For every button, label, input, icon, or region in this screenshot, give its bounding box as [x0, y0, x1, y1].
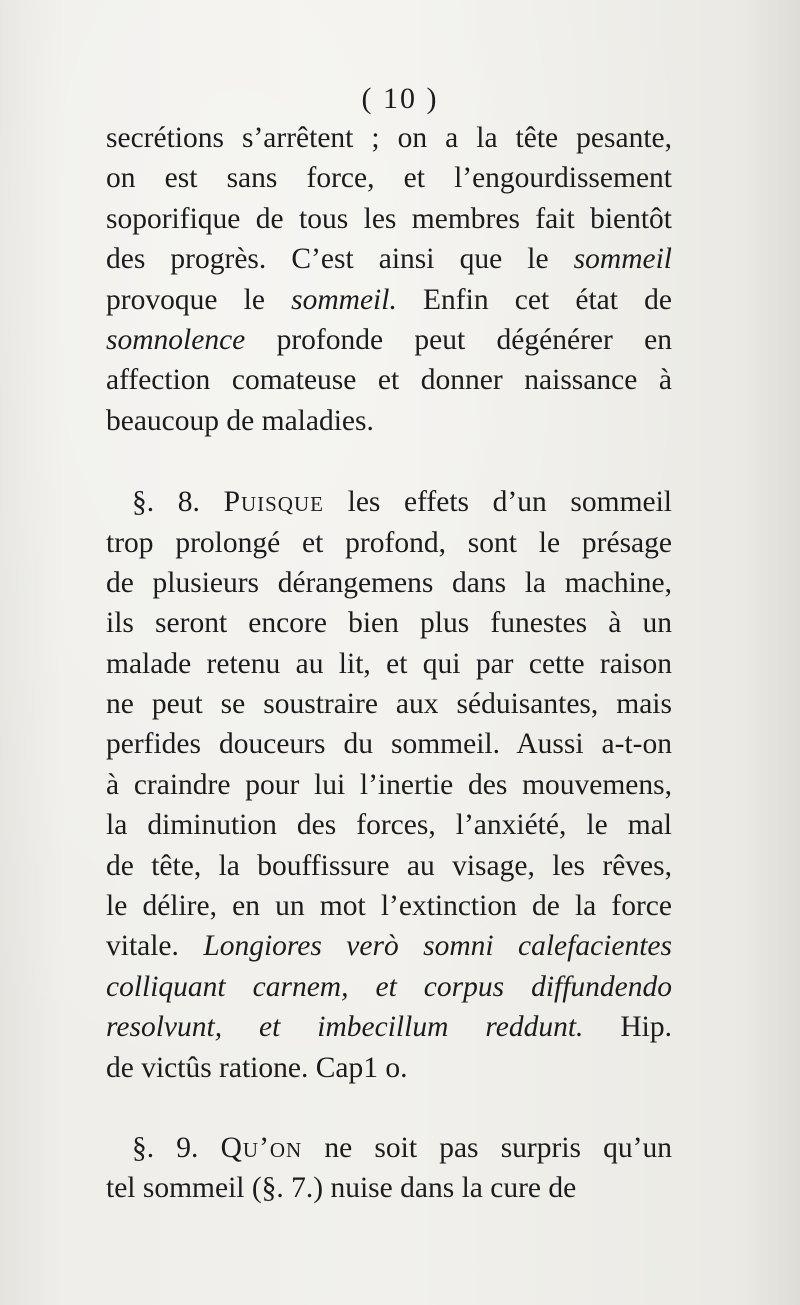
- text-run: ne soit pas surpris qu’un: [302, 1131, 672, 1164]
- text-run: des progrès. C’est ainsi que le: [106, 243, 574, 276]
- text-line: [106, 886, 672, 926]
- text-line: [106, 684, 672, 724]
- text-run: le délire, en un mot l’extinction de la force: [106, 890, 672, 923]
- text-run: ne peut se soustraire aux séduisantes, mais: [106, 688, 672, 721]
- italic-text: somnolence: [106, 323, 246, 356]
- text-run: provoque le: [106, 283, 292, 316]
- text-run: soporifique de tous les membres fait bientôt: [106, 202, 672, 235]
- text-run: de tête, la bouffissure au visage, les rêves,: [106, 849, 672, 882]
- text-run: beaucoup de maladies.: [106, 404, 374, 437]
- text-line: [106, 239, 672, 279]
- text-line: [106, 724, 672, 764]
- text-line: [106, 805, 672, 845]
- text-run: §. 9.: [132, 1131, 221, 1164]
- italic-text: sommeil.: [291, 283, 397, 316]
- italic-text: colliquant carnem, et corpus diffundendo: [106, 970, 672, 1003]
- small-caps-text: Qu’on: [220, 1131, 303, 1164]
- text-run: affection comateuse et donner naissance à: [106, 364, 672, 397]
- text-run: Enfin cet état de: [396, 283, 672, 316]
- text-line: [106, 967, 672, 1007]
- text-run: les effets d’un sommeil: [323, 486, 673, 519]
- paragraph-gap: [106, 1088, 672, 1128]
- text-line: [106, 401, 672, 441]
- text-run: de victûs ratione. Cap1 o.: [106, 1051, 408, 1084]
- paragraph: [106, 482, 672, 1088]
- text-run: vitale.: [106, 930, 204, 963]
- text-line: [106, 360, 672, 400]
- text-line: [106, 926, 672, 966]
- text-line: [106, 563, 672, 603]
- italic-text: Longiores verò somni calefacientes: [203, 930, 672, 963]
- text-run: secrétions s’arrêtent ; on a la tête pesante,: [106, 122, 672, 154]
- text-line: [106, 1007, 672, 1047]
- text-run: §. 8.: [132, 486, 224, 519]
- italic-text: sommeil: [573, 243, 672, 276]
- text-line: [106, 1128, 672, 1168]
- text-run: de plusieurs dérangemens dans la machine,: [106, 566, 672, 599]
- text-line: [106, 1168, 672, 1208]
- text-run: malade retenu au lit, et qui par cette raison: [106, 647, 672, 680]
- text-run: perfides douceurs du sommeil. Aussi a-t-on: [106, 728, 672, 761]
- text-run: on est sans force, et l’engourdissement: [106, 162, 672, 195]
- text-run: trop prolongé et profond, sont le présage: [106, 526, 672, 559]
- paragraph: [106, 118, 672, 441]
- paragraph-gap: [106, 441, 672, 482]
- paragraph: [106, 1128, 672, 1209]
- small-caps-text: Puisque: [223, 486, 324, 519]
- text-line: [106, 603, 672, 643]
- text-line: [106, 846, 672, 886]
- text-line: [106, 158, 672, 198]
- body-text: [106, 118, 672, 1209]
- text-line: [106, 482, 672, 522]
- page-number: ( 10 ): [361, 82, 439, 115]
- text-line: [106, 523, 672, 563]
- text-run: tel sommeil (§. 7.) nuise dans la cure de: [106, 1172, 577, 1205]
- text-line: [106, 1048, 672, 1088]
- text-run: la diminution des forces, l’anxiété, le mal: [106, 809, 672, 842]
- text-run: profonde peut dégénérer en: [245, 323, 672, 356]
- text-line: [106, 644, 672, 684]
- text-run: à craindre pour lui l’inertie des mouvemens,: [106, 768, 672, 801]
- text-line: [106, 280, 672, 320]
- italic-text: resolvunt, et imbecillum reddunt.: [106, 1011, 584, 1044]
- text-line: [106, 765, 672, 805]
- text-run: Hip.: [583, 1011, 672, 1044]
- text-line: [106, 320, 672, 360]
- text-run: ils seront encore bien plus funestes à un: [106, 607, 672, 640]
- text-line: [106, 199, 672, 239]
- text-line: [106, 118, 672, 158]
